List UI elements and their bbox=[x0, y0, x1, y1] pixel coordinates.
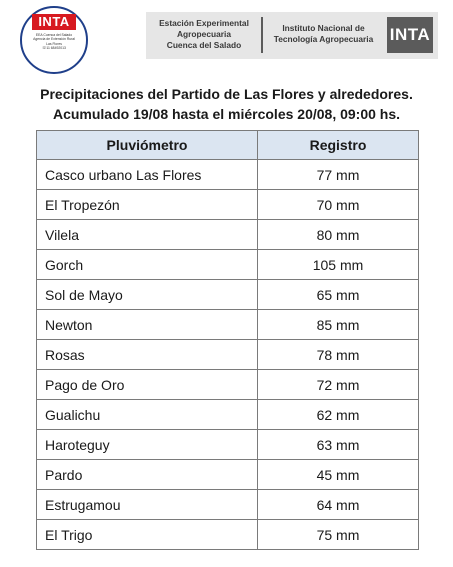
rainfall-value-cell: 65 mm bbox=[258, 280, 419, 310]
gauge-name-cell: Sol de Mayo bbox=[37, 280, 258, 310]
institute-line: Instituto Nacional de bbox=[282, 23, 365, 33]
table-row bbox=[37, 400, 419, 430]
gauge-name-cell: El Tropezón bbox=[37, 190, 258, 220]
rainfall-value-cell: 45 mm bbox=[258, 460, 419, 490]
page-title bbox=[0, 84, 453, 124]
gauge-name-cell: Vilela bbox=[37, 220, 258, 250]
institute-line: Tecnología Agropecuaria bbox=[273, 34, 374, 44]
rainfall-value-cell: 63 mm bbox=[258, 430, 419, 460]
gauge-name-cell: Newton bbox=[37, 310, 258, 340]
rainfall-value-cell: 70 mm bbox=[258, 190, 419, 220]
gauge-name-cell: Gorch bbox=[37, 250, 258, 280]
rainfall-value-cell: 64 mm bbox=[258, 490, 419, 520]
inta-agency-logo bbox=[20, 6, 88, 74]
rainfall-value-cell: 78 mm bbox=[258, 340, 419, 370]
table-header-row bbox=[37, 131, 419, 160]
rainfall-value-cell: 72 mm bbox=[258, 370, 419, 400]
station-line: Cuenca del Salado bbox=[166, 40, 242, 50]
table-row bbox=[37, 310, 419, 340]
table-row bbox=[37, 460, 419, 490]
column-header-gauge: Pluviómetro bbox=[37, 131, 258, 160]
gauge-name-cell: Pardo bbox=[37, 460, 258, 490]
gauge-name-cell: Gualichu bbox=[37, 400, 258, 430]
rainfall-value-cell: 62 mm bbox=[258, 400, 419, 430]
institution-banner bbox=[146, 12, 438, 59]
gauge-name-cell: Rosas bbox=[37, 340, 258, 370]
station-line: Agropecuaria bbox=[177, 29, 231, 39]
logo-line: EEA Cuenca del Salado bbox=[35, 33, 73, 37]
rainfall-value-cell: 77 mm bbox=[258, 160, 419, 190]
station-name bbox=[150, 18, 258, 51]
logo-line: Las Flores bbox=[46, 41, 62, 46]
rainfall-value-cell: 85 mm bbox=[258, 310, 419, 340]
gauge-name-cell: El Trigo bbox=[37, 520, 258, 550]
column-header-record: Registro bbox=[258, 131, 419, 160]
gauge-name-cell: Haroteguy bbox=[37, 430, 258, 460]
table-row bbox=[37, 430, 419, 460]
table-row bbox=[37, 490, 419, 520]
title-line-2: Acumulado 19/08 hasta el miércoles 20/08, 09:00 hs. bbox=[52, 106, 401, 122]
table-row bbox=[37, 160, 419, 190]
rainfall-value-cell: 75 mm bbox=[258, 520, 419, 550]
gauge-name-cell: Casco urbano Las Flores bbox=[37, 160, 258, 190]
table-row bbox=[37, 280, 419, 310]
rainfall-value-cell: 105 mm bbox=[258, 250, 419, 280]
table-row bbox=[37, 250, 419, 280]
gauge-name-cell: Pago de Oro bbox=[37, 370, 258, 400]
institute-name bbox=[266, 23, 381, 45]
logo-line: Agencia de Extensión Rural bbox=[33, 37, 75, 42]
table-row bbox=[37, 220, 419, 250]
logo-acronym: INTA bbox=[32, 14, 76, 30]
table-row bbox=[37, 520, 419, 550]
station-line: Estación Experimental bbox=[159, 18, 249, 28]
logo-line: ☏11 68492013 bbox=[42, 46, 66, 51]
rainfall-value-cell: 80 mm bbox=[258, 220, 419, 250]
banner-divider bbox=[261, 17, 263, 53]
title-line-1: Precipitaciones del Partido de Las Flores y alrededores. bbox=[40, 86, 413, 102]
table-row bbox=[37, 190, 419, 220]
inta-mark-logo: INTA bbox=[387, 17, 433, 53]
table-row bbox=[37, 340, 419, 370]
gauge-name-cell: Estrugamou bbox=[37, 490, 258, 520]
logo-caption bbox=[22, 33, 86, 51]
rainfall-table bbox=[36, 130, 419, 550]
table-body bbox=[37, 160, 419, 550]
table-row bbox=[37, 370, 419, 400]
